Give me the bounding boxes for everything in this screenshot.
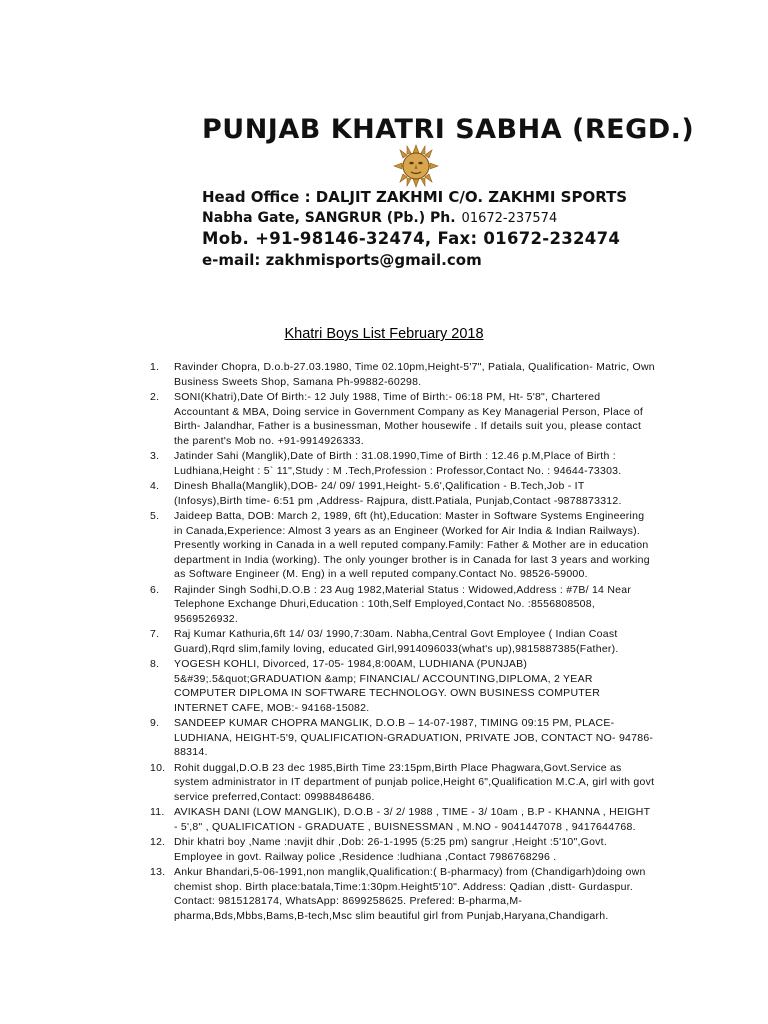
- list-item-number: 10.: [150, 761, 166, 774]
- landline-number: 01672-237574: [461, 211, 558, 226]
- city-text: Nabha Gate, SANGRUR (Pb.) Ph.: [202, 210, 456, 226]
- list-item: [150, 583, 655, 627]
- list-item-text: YOGESH KOHLI, Divorced, 17-05- 1984,8:00AM, LUDHIANA (PUNJAB) 5&#39;.5&quot;GRADUATION &amp; FINANCIAL/ ACCOUNTING,DIPLOMA, 2 YEAR COMPUTER DIPLOMA IN SOFTWARE TECHNOLOGY. OWN BUSINESS COMPUTER INTERNET CAFE, MOB:- 94168-15082.: [174, 658, 601, 714]
- list-title: Khatri Boys List February 2018: [284, 326, 484, 342]
- list-item-text: AVIKASH DANI (LOW MANGLIK), D.O.B - 3/ 2/ 1988 , TIME - 3/ 10am , B.P - KHANNA , HEIGHT - 5',8" , QUALIFICATION - GRADUATE , BUISNESSMAN , M.NO - 9041447078 , 9417644768.: [174, 806, 651, 833]
- address-line: [202, 210, 557, 226]
- list-item-text: Jatinder Sahi (Manglik),Date of Birth : 31.08.1990,Time of Birth : 12.46 p.M,Place of Birth : Ludhiana,Height : 5` 11",Study : M .Tech,Profession : Professor,Contact No. : 94644-73303.: [174, 450, 622, 477]
- head-office-line: Head Office : DALJIT ZAKHMI C/O. ZAKHMI SPORTS: [202, 188, 628, 206]
- organization-title: PUNJAB KHATRI SABHA (REGD.): [202, 114, 695, 145]
- list-item-number: 12.: [150, 836, 166, 848]
- list-item-text: Rajinder Singh Sodhi,D.O.B : 23 Aug 1982,Material Status : Widowed,Address : #7B/ 14 Near Telephone Exchange Dhuri,Education : 10th,Self Employed,Contact No. :8556808508, 9569526932.: [174, 583, 632, 625]
- list-item: [150, 657, 655, 715]
- boys-list: [150, 360, 655, 924]
- list-item-number: 13.: [150, 866, 166, 878]
- list-item-text: SONI(Khatri),Date Of Birth:- 12 July 1988, Time of Birth:- 06:18 PM, Ht- 5'8", Chartered Accountant & MBA, Doing service in Government Company as Key Managerial Person, Place of Birth- Jalandhar, Father is a businessman, Mother housewife . If details suit you, please contact the parent's Mob no. +91-9914926333.: [174, 391, 644, 447]
- mobile-fax-line: Mob. +91-98146-32474, Fax: 01672-232474: [202, 229, 621, 248]
- list-item-text: Rohit duggal,D.O.B 23 dec 1985,Birth Time 23:15pm,Birth Place Phagwara,Govt.Service as system administrator in IT department of punjab police,Height 6",Qualification M.C.A, girl with govt service preferred,Contact: 09988486486.: [174, 761, 655, 803]
- list-item-number: 4.: [150, 480, 160, 492]
- list-item: [150, 390, 655, 448]
- list-item: [150, 627, 655, 656]
- list-item: [150, 805, 655, 834]
- list-item: [150, 835, 655, 864]
- email-line: e-mail: zakhmisports@gmail.com: [202, 251, 482, 269]
- sun-emblem-icon: [390, 144, 442, 188]
- list-item-number: 3.: [150, 450, 160, 462]
- list-item: [150, 449, 655, 478]
- list-item-text: SANDEEP KUMAR CHOPRA MANGLIK, D.O.B – 14-07-1987, TIMING 09:15 PM, PLACE- LUDHIANA, HEIGHT-5'9, QUALIFICATION-GRADUATION, PRIVATE JOB, CONTACT NO- 94786-88314.: [174, 717, 654, 758]
- list-item-number: 8.: [150, 658, 160, 670]
- list-item-number: 9.: [150, 717, 160, 729]
- list-item: [150, 360, 655, 389]
- list-item-number: 6.: [150, 583, 160, 596]
- list-item-text: Ankur Bhandari,5-06-1991,non manglik,Qualification:( B-pharmacy) from (Chandigarh)doing own chemist shop. Birth place:batala,Time:1:30pm.Height5'10". Address: Qadian ,distt- Gurdaspur. Contact: 9815128174, WhatsApp: 8699258625. Prefered: B-pharma,M-pharma,Bds,Mbbs,Bams,B-tech,Msc slim beautiful girl from Punjab,Haryana,Chandigarh.: [174, 866, 646, 922]
- list-item-number: 7.: [150, 628, 160, 640]
- list-item-number: 1.: [150, 361, 160, 373]
- list-item-text: Dinesh Bhalla(Manglik),DOB- 24/ 09/ 1991,Height- 5.6',Qalification - B.Tech,Job - IT (Infosys),Birth time- 6:51 pm ,Address- Rajpura, distt.Patiala, Punjab,Contact -9878873312.: [174, 480, 622, 507]
- letterhead: [202, 108, 695, 269]
- list-item: [150, 761, 655, 805]
- list-item-number: 2.: [150, 391, 160, 403]
- list-item-text: Dhir khatri boy ,Name :navjit dhir ,Dob: 26-1-1995 (5:25 pm) sangrur ,Height :5'10",Govt. Employee in govt. Railway police ,Residence :ludhiana ,Contact 7986768296 .: [174, 836, 608, 863]
- list-item-text: Ravinder Chopra, D.o.b-27.03.1980, Time 02.10pm,Height-5'7", Patiala, Qualification- Matric, Own Business Sweets Shop, Samana Ph-99882-60298.: [174, 361, 655, 388]
- list-item: [150, 865, 655, 923]
- list-item: [150, 509, 655, 582]
- list-item: [150, 479, 655, 508]
- list-item-number: 11.: [150, 806, 165, 818]
- list-item-number: 5.: [150, 510, 160, 522]
- list-item-text: Jaideep Batta, DOB: March 2, 1989, 6ft (ht),Education: Master in Software Systems Engineering in Canada,Experience: Almost 3 years as an Engineer (Worked for Air India & Indian Railways). Presently working in Canada in a well reputed company.Family: Father & Mother are in education department in India (working). The only younger brother is in Canada for last 3 years and working as Software Engineer (M. Eng) in a well reputed company.Contact No. 98526-59000.: [174, 510, 650, 580]
- list-item-text: Raj Kumar Kathuria,6ft 14/ 03/ 1990,7:30am. Nabha,Central Govt Employee ( Indian Coast Guard),Rqrd slim,family loving, educated Girl,9914096033(what's up),9815887385(Father).: [174, 628, 619, 655]
- list-item: [150, 716, 655, 760]
